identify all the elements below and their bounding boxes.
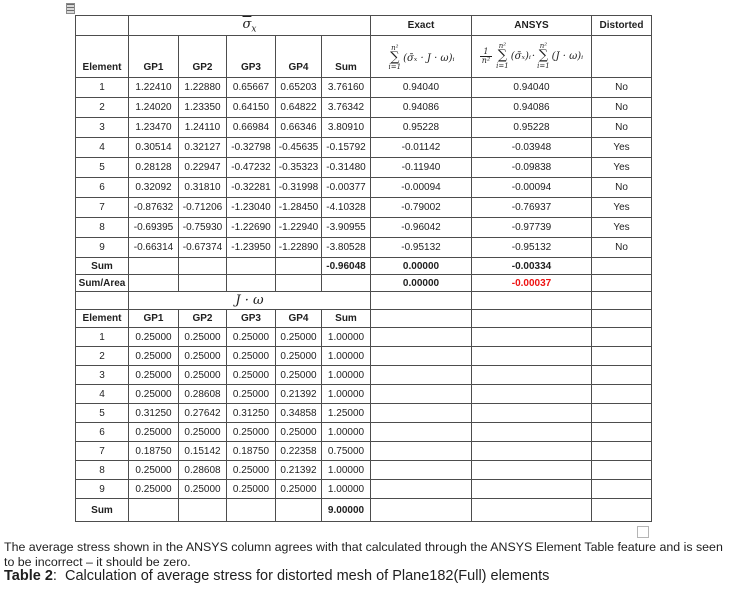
cell-sum: -4.10328 [322,198,371,218]
sigma-icon: ∑ [538,48,549,64]
cell-sum: 3.76342 [322,98,371,118]
table-row [76,499,652,522]
cell-distorted: No [592,78,652,98]
cell-gp1: 1.23470 [129,118,179,138]
empty-cell [371,328,472,347]
table-row [76,178,652,198]
cell-ansys: -0.95132 [472,238,592,258]
cell-gp1: -0.69395 [129,218,179,238]
cell-exact: 0.95228 [371,118,472,138]
cell-gp2: -0.67374 [179,238,227,258]
cell-ansys-sum-area: -0.00037 [472,275,592,292]
sum-lower-limit: i=1 [537,61,550,70]
empty-cell [276,499,322,522]
empty-cell [371,499,472,522]
cell-gp4: 0.21392 [276,461,322,480]
cell-gp4: 0.22358 [276,442,322,461]
cell-gp4: 0.21392 [276,385,322,404]
cell-exact-total: 0.00000 [371,258,472,275]
cell-gp1: 0.18750 [129,442,179,461]
cell-gp2: 0.25000 [179,328,227,347]
empty-cell [129,258,179,275]
empty-cell [371,423,472,442]
cell-distorted: Yes [592,218,652,238]
cell-gp1: 0.25000 [129,480,179,499]
empty-cell [129,499,179,522]
sigma-subscript: x [251,24,257,35]
cell-element: 6 [76,423,129,442]
sum-upper-limit: n² [498,42,507,51]
cell-element: 8 [76,218,129,238]
cell-gp3: -0.47232 [227,158,276,178]
exact-expression: (σ̄ₓ · J · ω)ᵢ [403,52,455,64]
summation-symbol [537,43,550,69]
cell-gp4: 0.64822 [276,98,322,118]
cell-gp2: 0.25000 [179,423,227,442]
table-row [76,292,652,310]
empty-cell [472,347,592,366]
cell-exact: -0.00094 [371,178,472,198]
cell-gp1: 0.25000 [129,328,179,347]
cell-ansys: 0.94086 [472,98,592,118]
sigma-icon: ∑ [390,49,400,65]
cell-ansys: -0.09838 [472,158,592,178]
empty-cell [472,499,592,522]
cell-gp4: -1.22940 [276,218,322,238]
table-row [76,118,652,138]
cell-element: 7 [76,198,129,218]
cell-gp2: 1.22880 [179,78,227,98]
cell-gp1: 0.32092 [129,178,179,198]
cell-gp3: -1.23040 [227,198,276,218]
empty-cell [371,347,472,366]
cell-gp2: 0.28608 [179,385,227,404]
cell-gp1: 0.25000 [129,347,179,366]
gp1-column-header-2: GP1 [129,310,179,328]
gp1-column-header: GP1 [129,36,179,78]
cell-gp4: 0.65203 [276,78,322,98]
cell-gp2: 0.25000 [179,347,227,366]
cell-element: 2 [76,98,129,118]
empty-cell [472,442,592,461]
table-row [76,238,652,258]
cell-exact: -0.79002 [371,198,472,218]
empty-cell [472,404,592,423]
cell-element: 5 [76,404,129,423]
cell-element: 9 [76,480,129,499]
sum-upper-limit: n² [539,42,548,51]
table-caption-label: Table 2 [4,568,53,584]
cell-gp2: 0.32127 [179,138,227,158]
cell-gp4: -0.45635 [276,138,322,158]
cell-gp4: -1.22890 [276,238,322,258]
cell-gp3: 0.25000 [227,347,276,366]
empty-cell [592,385,652,404]
cell-gp4: 0.25000 [276,366,322,385]
cell-element: 8 [76,461,129,480]
fraction-numerator: 1 [483,46,489,56]
empty-cell [276,258,322,275]
sum-row-label: Sum [76,258,129,275]
table-row [76,138,652,158]
cell-gp2: 1.23350 [179,98,227,118]
table-row [76,158,652,178]
table-row [76,347,652,366]
cell-gp1: -0.87632 [129,198,179,218]
empty-cell [371,366,472,385]
gp4-column-header-2: GP4 [276,310,322,328]
cell-sum: 1.00000 [322,347,371,366]
cell-element: 1 [76,328,129,347]
ansys-column-header: ANSYS [472,16,592,36]
ansys-expression-2: (J · ω)ᵢ [551,51,584,62]
cell-gp3: 0.31250 [227,404,276,423]
ansys-formula [480,43,583,69]
cell-gp4: 0.25000 [276,347,322,366]
cell-ansys: 0.95228 [472,118,592,138]
cell-ansys: -0.97739 [472,218,592,238]
gp2-column-header-2: GP2 [179,310,227,328]
empty-cell [371,442,472,461]
empty-cell [472,423,592,442]
cell-gp2: 0.15142 [179,442,227,461]
cell-sum-total: -0.96048 [322,258,371,275]
cell-sum: -0.15792 [322,138,371,158]
cell-element: 7 [76,442,129,461]
empty-cell [179,499,227,522]
cell-distorted: Yes [592,198,652,218]
summation-symbol [389,45,402,71]
cell-exact: 0.94086 [371,98,472,118]
table-resize-handle[interactable] [637,526,649,538]
empty-cell [592,499,652,522]
cell-sum-total: 9.00000 [322,499,371,522]
cell-sum: -0.00377 [322,178,371,198]
cell-element: 3 [76,118,129,138]
table-caption [4,567,732,586]
cell-gp2: -0.71206 [179,198,227,218]
sigma-base: $\overline{\sigma}$ [242,16,252,32]
cell-gp2: 1.24110 [179,118,227,138]
cell-gp3: 0.25000 [227,328,276,347]
empty-cell [129,275,179,292]
cell-gp4: 0.25000 [276,480,322,499]
empty-cell [472,366,592,385]
empty-cell [76,292,129,310]
table-row [76,16,652,36]
sum-column-header: Sum [322,36,371,78]
empty-cell [592,366,652,385]
cell-gp2: 0.27642 [179,404,227,423]
cell-gp2: 0.25000 [179,480,227,499]
table-row [76,328,652,347]
sum-upper-limit: n² [391,43,399,52]
distorted-empty-header-cell [592,36,652,78]
corner-cell [76,16,129,36]
empty-cell [472,292,592,310]
sum-area-row-label: Sum/Area [76,275,129,292]
empty-cell [592,347,652,366]
empty-cell [276,275,322,292]
empty-cell [179,258,227,275]
table-row [76,366,652,385]
cell-sum: -0.31480 [322,158,371,178]
j-omega-header: J · ω [129,292,371,310]
sigma-bar-x-title [242,16,257,35]
empty-cell [592,423,652,442]
empty-cell [592,442,652,461]
exact-formula [388,45,455,71]
table-row [76,275,652,292]
table-row [76,404,652,423]
cell-ansys-total: -0.00334 [472,258,592,275]
cell-distorted: No [592,98,652,118]
cell-exact: 0.94040 [371,78,472,98]
cell-gp2: 0.25000 [179,366,227,385]
exact-formula-cell [371,36,472,78]
table-row [76,442,652,461]
gp2-column-header: GP2 [179,36,227,78]
empty-cell [371,385,472,404]
cell-gp3: -0.32798 [227,138,276,158]
cell-element: 4 [76,385,129,404]
cell-element: 9 [76,238,129,258]
cell-element: 5 [76,158,129,178]
empty-cell [371,480,472,499]
gp3-column-header-2: GP3 [227,310,276,328]
cell-exact: -0.95132 [371,238,472,258]
cell-sum: 1.00000 [322,423,371,442]
cell-gp3: 0.65667 [227,78,276,98]
table-row [76,218,652,238]
gp4-column-header: GP4 [276,36,322,78]
cell-sum: 1.00000 [322,366,371,385]
cell-distorted: No [592,178,652,198]
table-row [76,36,652,78]
cell-gp3: -0.32281 [227,178,276,198]
empty-cell [322,275,371,292]
average-stress-table [75,15,652,522]
cell-gp1: 0.25000 [129,423,179,442]
summation-symbol [496,43,509,69]
cell-gp1: 0.28128 [129,158,179,178]
cell-gp3: 0.18750 [227,442,276,461]
empty-cell [371,461,472,480]
cell-gp3: 0.25000 [227,423,276,442]
exact-column-header: Exact [371,16,472,36]
empty-cell [592,292,652,310]
cell-gp2: -0.75930 [179,218,227,238]
cell-ansys: 0.94040 [472,78,592,98]
sum-column-header-2: Sum [322,310,371,328]
cell-gp3: 0.64150 [227,98,276,118]
cell-gp3: 0.25000 [227,461,276,480]
cell-gp3: 0.25000 [227,480,276,499]
empty-cell [371,310,472,328]
cell-element: 2 [76,347,129,366]
cell-gp4: 0.66346 [276,118,322,138]
cell-gp4: -0.35323 [276,158,322,178]
table-caption-text: : Calculation of average stress for distorted mesh of Plane182(Full) elements [52,568,550,584]
empty-cell [227,258,276,275]
sum-lower-limit: i=1 [496,61,509,70]
table-row [76,385,652,404]
table-row [76,78,652,98]
cell-distorted: Yes [592,138,652,158]
cell-sum: 1.00000 [322,480,371,499]
table-row [76,258,652,275]
cell-distorted: No [592,118,652,138]
sigma-x-header [129,16,371,36]
cell-gp4: 0.25000 [276,328,322,347]
empty-cell [227,499,276,522]
cell-gp3: 0.25000 [227,366,276,385]
cell-gp4: 0.34858 [276,404,322,423]
cell-gp1: 1.22410 [129,78,179,98]
note-paragraph: The average stress shown in the ANSYS column agrees with that calculated through the ANSYS Element Table feature and is seen to be incorrect – it should be zero. [4,540,723,569]
cell-exact: -0.11940 [371,158,472,178]
fraction [480,48,492,66]
empty-cell [371,292,472,310]
cell-sum: 3.76160 [322,78,371,98]
dot-operator: · [531,51,536,62]
cell-distorted: No [592,238,652,258]
cell-ansys: -0.76937 [472,198,592,218]
cell-gp4: -1.28450 [276,198,322,218]
cell-sum: 0.75000 [322,442,371,461]
cell-gp1: 0.31250 [129,404,179,423]
fraction-denominator: n² [481,56,491,65]
gp3-column-header: GP3 [227,36,276,78]
cell-sum: 1.00000 [322,328,371,347]
cell-gp2: 0.22947 [179,158,227,178]
cell-gp2: 0.28608 [179,461,227,480]
cell-gp1: 0.25000 [129,385,179,404]
cell-gp4: -0.31998 [276,178,322,198]
table-move-handle-icon[interactable] [66,3,75,14]
cell-gp3: 0.25000 [227,385,276,404]
table-row [76,310,652,328]
empty-cell [592,310,652,328]
cell-sum: 1.25000 [322,404,371,423]
element-column-header: Element [76,36,129,78]
empty-cell [592,404,652,423]
empty-cell [371,404,472,423]
cell-sum: 1.00000 [322,385,371,404]
empty-cell [472,480,592,499]
empty-cell [592,275,652,292]
empty-cell [472,385,592,404]
cell-ansys: -0.00094 [472,178,592,198]
cell-element: 1 [76,78,129,98]
distorted-column-header: Distorted [592,16,652,36]
empty-cell [472,461,592,480]
empty-cell [592,480,652,499]
table-row [76,461,652,480]
table-row [76,423,652,442]
cell-gp1: 0.25000 [129,366,179,385]
cell-gp1: 0.25000 [129,461,179,480]
cell-element: 3 [76,366,129,385]
empty-cell [592,328,652,347]
cell-sum: -3.90955 [322,218,371,238]
cell-gp3: -1.23950 [227,238,276,258]
cell-exact: -0.96042 [371,218,472,238]
cell-distorted: Yes [592,158,652,178]
table-row [76,198,652,218]
sum-row-label: Sum [76,499,129,522]
cell-gp1: 1.24020 [129,98,179,118]
empty-cell [227,275,276,292]
empty-cell [472,328,592,347]
element-column-header-2: Element [76,310,129,328]
sigma-icon: ∑ [497,48,508,64]
empty-cell [179,275,227,292]
cell-element: 4 [76,138,129,158]
cell-exact: -0.01142 [371,138,472,158]
cell-gp2: 0.31810 [179,178,227,198]
cell-sum: 3.80910 [322,118,371,138]
ansys-expression-1: (σ̄ₓ)ᵢ [510,51,531,62]
cell-gp1: -0.66314 [129,238,179,258]
cell-element: 6 [76,178,129,198]
empty-cell [472,310,592,328]
sum-lower-limit: i=1 [388,63,402,72]
cell-gp4: 0.25000 [276,423,322,442]
empty-cell [592,461,652,480]
cell-sum: -3.80528 [322,238,371,258]
empty-cell [592,258,652,275]
cell-sum: 1.00000 [322,461,371,480]
table-body [76,16,652,522]
cell-gp3: 0.66984 [227,118,276,138]
cell-gp1: 0.30514 [129,138,179,158]
cell-exact-sum-area: 0.00000 [371,275,472,292]
ansys-formula-cell [472,36,592,78]
cell-ansys: -0.03948 [472,138,592,158]
table-row [76,480,652,499]
table-row [76,98,652,118]
cell-gp3: -1.22690 [227,218,276,238]
